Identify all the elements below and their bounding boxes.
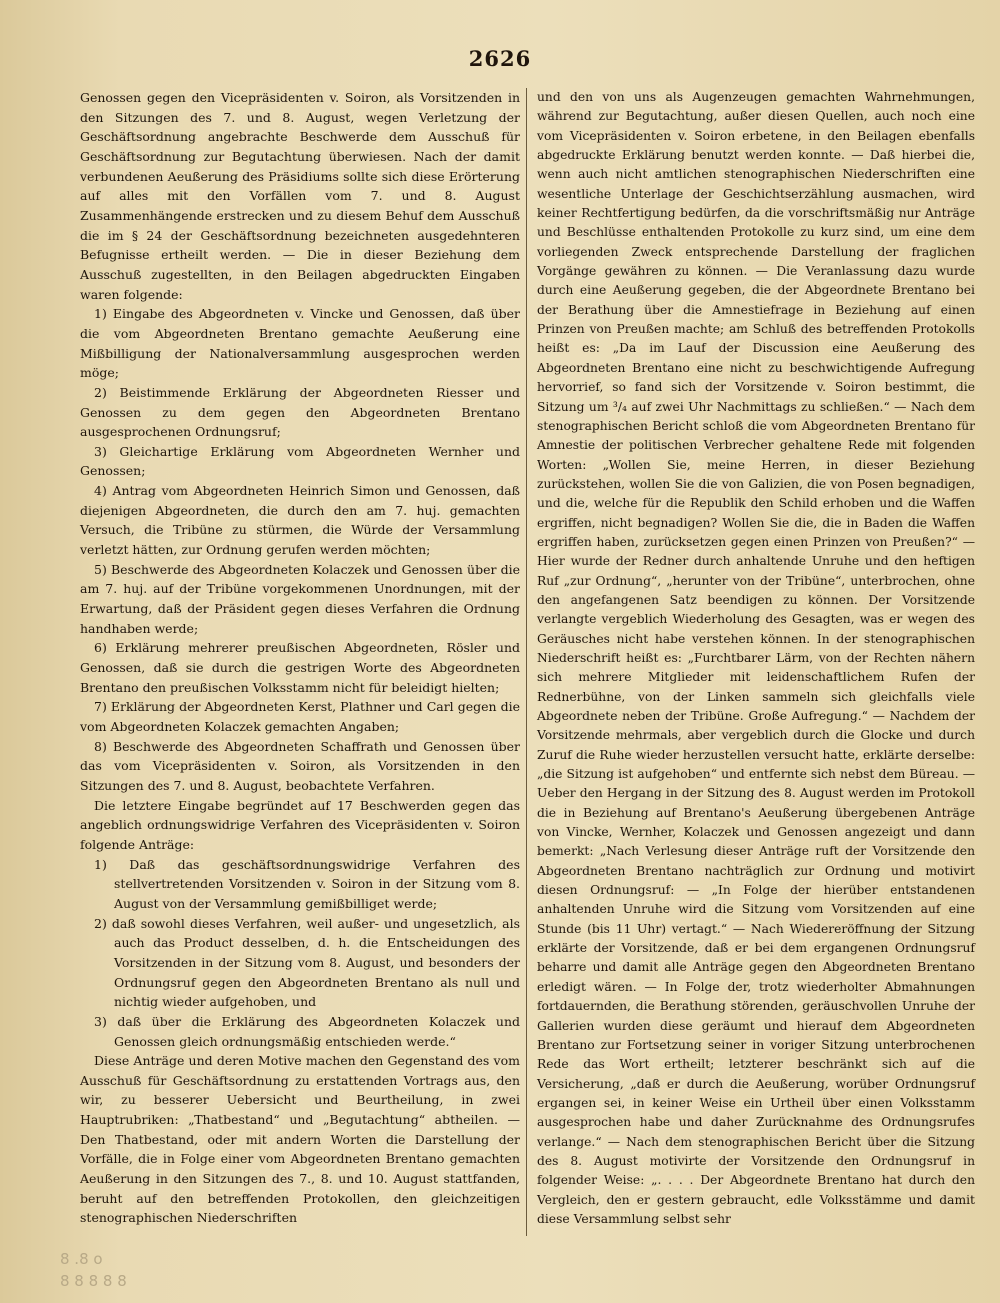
paragraph: 3) Gleichartige Erklärung vom Abgeordneten Wernher und Genossen; [80, 443, 520, 479]
paragraph: 1) Daß das geschäftsordnungswidrige Verfahren des stellvertretenden Vorsitzenden v. Soiron in der Sitzung vom 8. August von der Versammlung gemißbilliget werde; [94, 856, 520, 911]
paragraph: 7) Erklärung der Abgeordneten Kerst, Plathner und Carl gegen die vom Abgeordneten Kolaczek gemachten Angaben; [80, 699, 520, 734]
margin-mark: 8 .8 o [60, 1250, 103, 1268]
paragraph: 2) daß sowohl dieses Verfahren, weil außer- und ungesetzlich, als auch das Product desselben, d. h. die Entscheidungen des Vorsitzenden in der Sitzung vom 8. August, und besonders der Ordnungsruf gegen den Abgeordneten Brentano als null und nichtig wieder aufgehoben, und [94, 915, 520, 1010]
paragraph: 3) daß über die Erklärung des Abgeordneten Kolaczek und Genossen gleich ordnungsmäßig entschieden werde.“ [94, 1013, 520, 1049]
paragraph: 5) Beschwerde des Abgeordneten Kolaczek und Genossen über die am 7. huj. auf der Tribüne vorgekommenen Unordnungen, mit der Erwartung, daß der Präsident gegen dieses Verfahren die Ordnung handhaben werde; [80, 561, 520, 636]
page-number: 2626 [468, 46, 532, 71]
paragraph: Genossen gegen den Vicepräsidenten v. Soiron, als Vorsitzenden in den Sitzungen des 7. und 8. August, wegen Verletzung der Geschäftsordnung angebrachte Beschwerde dem Ausschuß für Geschäftsordnung zur Begutachtung überwiesen. Nach der damit verbundenen Aeußerung des Präsidiums sollte sich diese Erörterung auf alles mit den Vorfällen vom 7. und 8. August Zusammenhängende erstrecken und zu diesem Behuf dem Ausschuß die im § 24 der Geschäftsordnung bezeichneten ausgedehnteren Befugnisse ertheilt werden. — Die in dieser Beziehung dem Ausschuß zugestellten, in den Beilagen abgedruckten Eingaben waren folgende: [80, 90, 520, 302]
column-divider [526, 88, 527, 1236]
paragraph: 4) Antrag vom Abgeordneten Heinrich Simon und Genossen, daß diejenigen Abgeordneten, die durch den am 7. huj. gemachten Versuch, die Tribüne zu stürmen, die Würde der Versammlung verletzt hätten, zur Ordnung gerufen werden möchten; [80, 483, 520, 558]
paragraph: und den von uns als Augenzeugen gemachten Wahrnehmungen, während zur Begutachtung, außer diesen Quellen, auch noch eine vom Vicepräsidenten v. Soiron erbetene, in den Beilagen ebenfalls abgedruckte Erklärung benutzt werden konnte. — Daß hierbei die, wenn auch nicht amtlichen stenographischen Niederschriften eine wesentliche Unterlage der Geschichtserzählung ausmachen, wird keiner Rechtfertigung bedürfen, da die vorschriftsmäßig nur Anträge und Beschlüsse enthaltenden Protokolle zu kurz sind, um eine dem vorliegenden Zweck entsprechende Darstellung der fraglichen Vorgänge gewähren zu können. — Die Veranlassung dazu wurde durch eine Aeußerung gegeben, die der Abgeordnete Brentano bei der Berathung über die Amnestiefrage in Beziehung auf einen Prinzen von Preußen machte; am Schluß des betreffenden Protokolls heißt es: „Da im Lauf der Discussion eine Aeußerung des Abgeordneten Brentano eine nicht zu beschwichtigende Aufregung hervorrief, so fand sich der Vorsitzende v. Soiron bestimmt, die Sitzung um ³/₄ auf zwei Uhr Nachmittags zu schließen.“ — Nach dem stenographischen Bericht schloß die vom Abgeordneten Brentano für Amnestie der politischen Verbrecher gehaltene Rede mit folgenden Worten: „Wollen Sie, meine Herren, in dieser Beziehung zurückstehen, wollen Sie die von Galizien, die von Posen begnadigen, und die, welche für die Republik den Schild erhoben und die Waffen ergriffen, nicht begnadigen? Wollen Sie die, die in Baden die Waffen ergriffen haben, zurücksetzen gegen einen Prinzen von Preußen?“ — Hier wurde der Redner durch anhaltende Unruhe und den heftigen Ruf „zur Ordnung“, „herunter von der Tribüne“, unterbrochen, ohne den angefangenen Satz beendigen zu können. Der Vorsitzende verlangte vergeblich Wiederholung des Gesagten, was er wegen des Geräusches nicht habe verstehen können. In der stenographischen Niederschrift heißt es: „Furchtbarer Lärm, von der Rechten nähern sich mehrere Mitglieder mit leidenschaftlichem Rufen der Rednerbühne, von der Linken sammeln sich gleichfalls viele Abgeordnete neben der Tribüne. Große Aufregung.“ — Nachdem der Vorsitzende mehrmals, aber vergeblich durch die Glocke und durch Zuruf die Ruhe wieder herzustellen versucht hatte, erklärte derselbe: „die Sitzung ist aufgehoben“ und entfernte sich nebst dem Büreau. — Ueber den Hergang in der Sitzung des 8. August werden im Protokoll die in Beziehung auf Brentano's Aeußerung übergebenen Anträge von Vincke, Wernher, Kolaczek und Genossen angezeigt und dann bemerkt: „Nach Verlesung dieser Anträge ruft der Vorsitzende den Abgeordneten Brentano nachträglich zur Ordnung und motivirt diesen Ordnungsruf: — „In Folge der hierüber entstandenen anhaltenden Unruhe wird die Sitzung vom Vorsitzenden auf eine Stunde (bis 11 Uhr) vertagt.“ — Nach Wiedereröffnung der Sitzung erklärte der Vorsitzende, daß er bei dem ergangenen Ordnungsruf beharre und damit alle Anträge gegen den Abgeordneten Brentano erledigt wären. — In Folge der, trotz wiederholter Abmahnungen fortdauernden, die Berathung störenden, geräuschvollen Unruhe der Gallerien wurden diese geräumt und hierauf dem Abgeordneten Brentano zur Fortsetzung seiner in voriger Sitzung unterbrochenen Rede das Wort ertheilt; letzterer beschränkt sich auf die Versicherung, „daß er durch die Aeußerung, worüber Ordnungsruf ergangen sei, in keiner Weise ein Urtheil über einen Volksstamm ausgesprochen habe und daher Zurücknahme des Ordnungsrufes verlange.“ — Nach dem stenographischen Bericht über die Sitzung des 8. August motivirte der Vorsitzende den Ordnungsruf in folgender Weise: „. . . . Der Abgeordnete Brentano hat durch den Vergleich, den er gestern gebraucht, edle Volksstämme und damit diese Versammlung selbst sehr [537, 90, 975, 1226]
paragraph: 6) Erklärung mehrerer preußischen Abgeordneten, Rösler und Genossen, daß sie durch die gestrigen Worte des Abgeordneten Brentano den preußischen Volksstamm nicht für beleidigt hielten; [80, 640, 520, 695]
paragraph: 2) Beistimmende Erklärung der Abgeordneten Riesser und Genossen zu dem gegen den Abgeordneten Brentano ausgesprochenen Ordnungsruf; [80, 384, 520, 440]
paragraph: Diese Anträge und deren Motive machen den Gegenstand des vom Ausschuß für Geschäftsordnung zu erstattenden Vortrags aus, den wir, zu besserer Uebersicht und Beurtheilung, in zwei Hauptrubriken: „Thatbestand“ und „Begutachtung“ abtheilen. — Den Thatbestand, oder mit andern Worten die Darstellung der Vorfälle, die in Folge einer vom Abgeordneten Brentano gemachten Aeußerung in den Sitzungen des 7., 8. und 10. August stattfanden, beruht auf den betreffenden Protokollen, den gleichzeitigen stenographischen Niederschriften [80, 1053, 520, 1226]
paragraph: 8) Beschwerde des Abgeordneten Schaffrath und Genossen über das vom Vicepräsidenten v. Soiron, als Vorsitzenden in den Sitzungen des 7. und 8. August, beobachtete Verfahren. [80, 738, 520, 793]
paragraph: 1) Eingabe des Abgeordneten v. Vincke und Genossen, daß über die vom Abgeordneten Brentano gemachte Aeußerung eine Mißbilligung der Nationalversammlung ausgesprochen werden möge; [80, 306, 520, 381]
margin-marks [60, 1248, 210, 1298]
margin-mark: 8 8 8 8 8 [60, 1272, 127, 1290]
right-column [537, 88, 975, 1229]
paragraph: Die letztere Eingabe begründet auf 17 Beschwerden gegen das angeblich ordnungswidrige Verfahren des Vicepräsidenten v. Soiron folgende Anträge: [80, 797, 520, 852]
left-column [80, 88, 520, 1228]
